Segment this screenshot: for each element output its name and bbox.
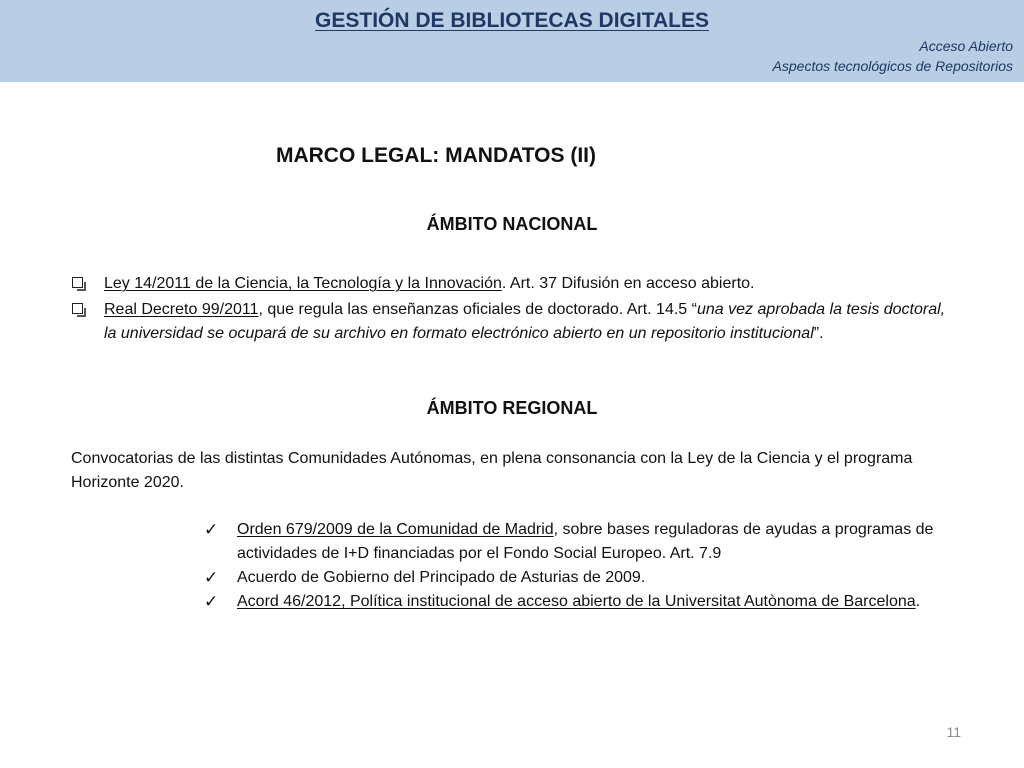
section-heading-regional: ÁMBITO REGIONAL	[426, 398, 598, 418]
list-item-text	[237, 590, 944, 614]
list-item-text: Acuerdo de Gobierno del Principado de Asturias de 2009.	[237, 569, 646, 586]
orden-madrid-link[interactable]: Orden 679/2009 de la Comunidad de Madrid	[237, 521, 554, 538]
page-number: 11	[946, 724, 961, 740]
header-subtitle-acceso-abierto: Acceso Abierto	[919, 38, 1013, 54]
list-item-acord-uab	[204, 590, 944, 614]
list-item-detail: , que regula las enseñanzas oficiales de doctorado. Art. 14.5 “	[258, 301, 697, 318]
acord-uab-link[interactable]: Acord 46/2012, Política institucional de acceso abierto de la Universitat Autònoma de Barcelona	[237, 593, 916, 610]
check-mark-icon: ✓	[204, 592, 219, 612]
list-item-ley-ciencia	[72, 272, 952, 296]
regional-paragraph: Convocatorias de las distintas Comunidades Autónomas, en plena consonancia con la Ley de la Ciencia y el programa Horizonte 2020.	[71, 450, 913, 491]
list-item-real-decreto	[72, 298, 952, 346]
list-item-orden-madrid	[204, 518, 944, 566]
ley-ciencia-link[interactable]: Ley 14/2011 de la Ciencia, la Tecnología y la Innovación	[104, 275, 502, 292]
quote-end: ”.	[813, 325, 824, 342]
list-item-text	[104, 272, 952, 296]
checkbox-square-icon	[72, 303, 83, 314]
quote-text: una vez aprobada la tesis doctoral, la universidad se ocupará de su archivo en formato electrónico abierto en un repositorio institucional	[104, 301, 946, 342]
list-item-text	[237, 518, 944, 566]
list-item-detail: .	[915, 593, 921, 610]
list-item-detail: . Art. 37 Difusión en acceso abierto.	[501, 275, 755, 292]
header-subtitle-aspectos: Aspectos tecnológicos de Repositorios	[772, 58, 1013, 74]
slide-header	[0, 0, 1024, 82]
header-title: GESTIÓN DE BIBLIOTECAS DIGITALES	[315, 9, 709, 32]
check-mark-icon: ✓	[204, 568, 219, 588]
slide-title: MARCO LEGAL: MANDATOS (II)	[275, 144, 597, 167]
check-mark-icon: ✓	[204, 520, 219, 540]
checkbox-square-icon	[72, 277, 83, 288]
real-decreto-link[interactable]: Real Decreto 99/2011	[104, 301, 259, 318]
list-item-text	[104, 298, 952, 346]
list-item-detail: , sobre bases reguladoras de ayudas a programas de actividades de I+D financiadas por el Fondo Social Europeo. Art. 7.9	[237, 521, 934, 562]
section-heading-nacional: ÁMBITO NACIONAL	[426, 214, 598, 234]
list-item-acuerdo-asturias	[204, 566, 944, 590]
